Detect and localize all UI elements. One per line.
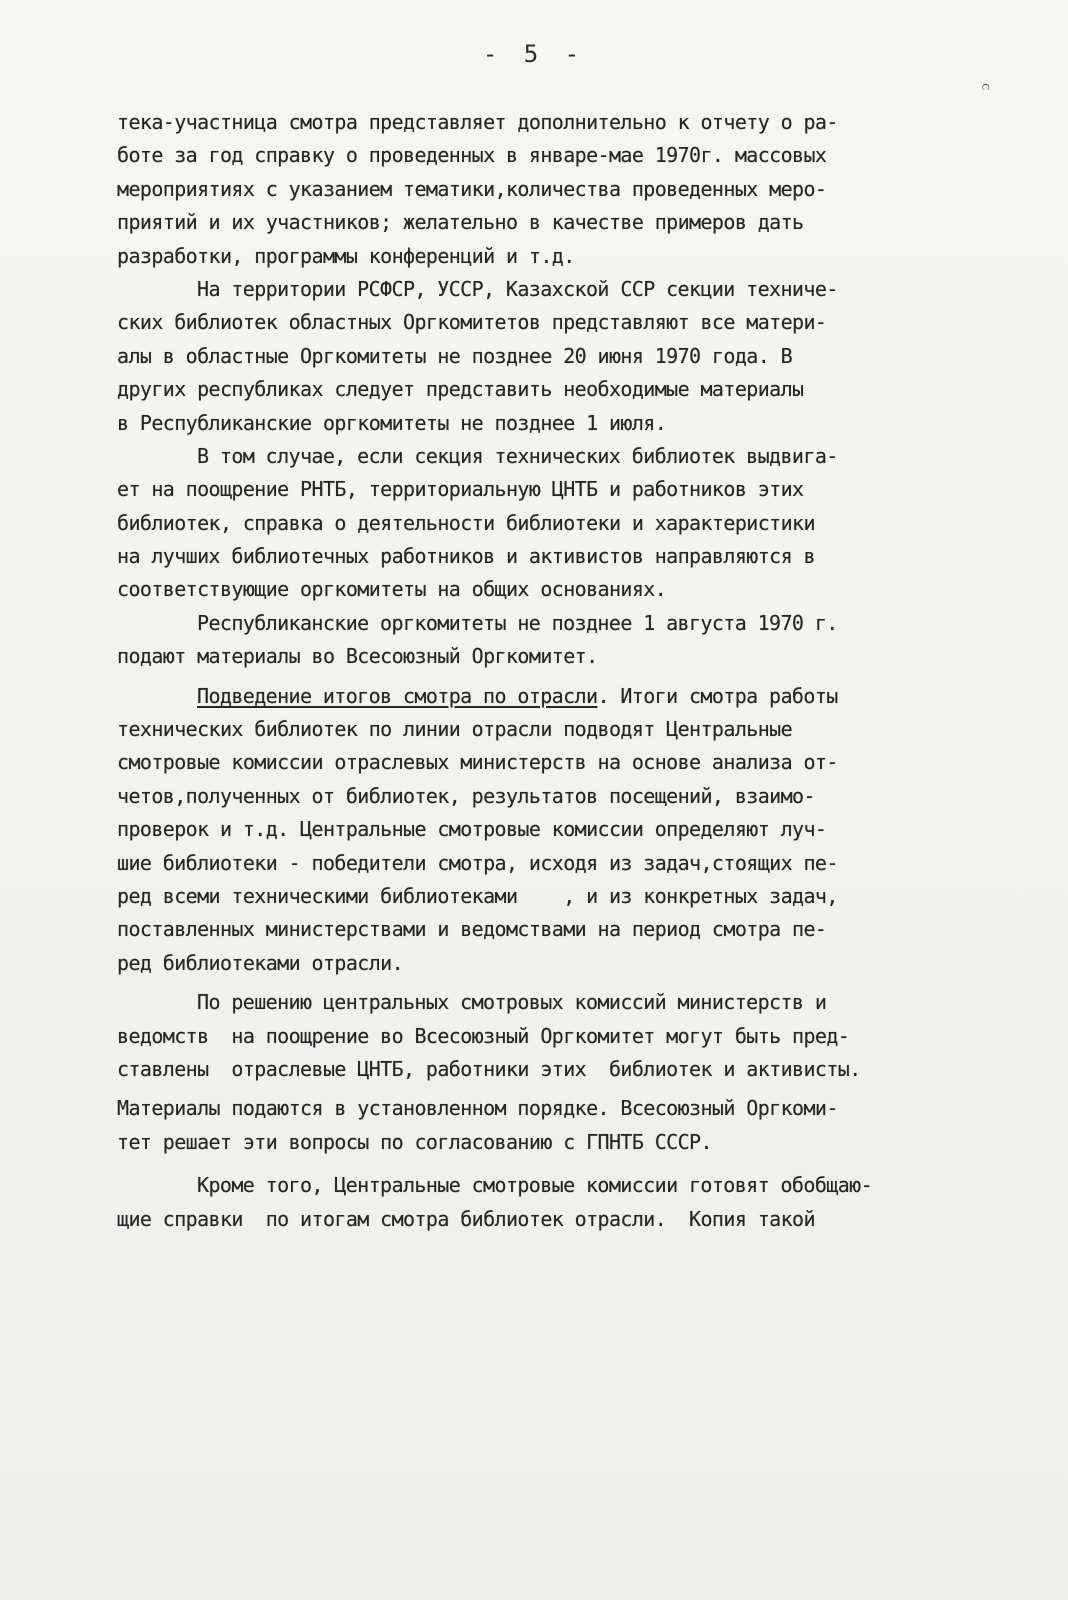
text-line: ведомств на поощрение во Всесоюзный Оргкомитет могут быть пред- — [117, 1023, 850, 1048]
text-line: Кроме того, Центральные смотровые комиссии готовят обобщаю- — [197, 1173, 873, 1198]
text-line: алы в областные Оргкомитеты не позднее 20 июня 1970 года. В — [117, 343, 793, 368]
text-line: шие библиотеки - победители смотра, исходя из задач,стоящих пе- — [117, 850, 838, 875]
text-line: соответствующие оргкомитеты на общих основаниях. — [117, 577, 667, 602]
text-line: других республиках следует представить необходимые материалы — [117, 377, 804, 402]
text-line: разработки, программы конференций и т.д. — [117, 243, 575, 268]
text-line: тет решает эти вопросы по согласованию с ГПНТБ СССР. — [117, 1129, 712, 1154]
text-line: технических библиотек по линии отрасли подводят Центральные — [117, 717, 793, 742]
text-line: поставленных министерствами и ведомствами на период смотра пе- — [117, 917, 827, 942]
text-line: На территории РСФСР, УССР, Казахской ССР секции техниче- — [197, 276, 838, 301]
text-line: ставлены отраслевые ЦНТБ, работники этих библиотек и активисты. — [117, 1056, 861, 1081]
text-line: тека-участница смотра представляет дополнительно к отчету о ра- — [117, 110, 838, 134]
text-line — [117, 680, 1017, 713]
text-line: четов,полученных от библиотек, результатов посещений, взаимо- — [117, 783, 815, 808]
typewritten-text — [117, 106, 1017, 1236]
text-line: ских библиотек областных Оргкомитетов представляют все матери- — [117, 310, 827, 335]
text-line: проверок и т.д. Центральные смотровые комиссии определяют луч- — [117, 817, 827, 842]
text-line: В том случае, если секция технических библиотек выдвига- — [197, 443, 838, 468]
text-run: . Итоги смотра работы — [597, 683, 838, 708]
text-line: ет на поощрение РНТБ, территориальную ЦНТБ и работников этих — [117, 477, 804, 502]
text-line: Республиканские оргкомитеты не позднее 1 августа 1970 г. — [197, 610, 838, 635]
text-line: Материалы подаются в установленном порядке. Всесоюзный Оргкоми- — [117, 1096, 838, 1121]
text-line: боте за год справку о проведенных в январе-мае 1970г. массовых — [117, 143, 827, 168]
text-line: ред библиотеками отрасли. — [117, 950, 404, 975]
page-number: - 5 - — [482, 40, 586, 68]
text-line: библиотек, справка о деятельности библиотеки и характеристики — [117, 510, 815, 535]
text-line: в Республиканские оргкомитеты не позднее 1 июля. — [117, 410, 667, 435]
text-line: на лучших библиотечных работников и активистов направляются в — [117, 544, 815, 569]
text-line: По решению центральных смотровых комиссий министерств и — [197, 990, 827, 1015]
text-line: щие справки по итогам смотра библиотек отрасли. Копия такой — [117, 1206, 815, 1231]
text-line: ред всеми техническими библиотеками , и из конкретных задач, — [117, 883, 838, 908]
text-line: приятий и их участников; желательно в качестве примеров дать — [117, 210, 804, 235]
text-line: смотровые комиссии отраслевых министерств на основе анализа от- — [117, 750, 838, 775]
text-line: мероприятиях с указанием тематики,количества проведенных меро- — [117, 176, 827, 201]
section-heading: Подведение итогов смотра по отрасли — [197, 683, 598, 708]
corner-mark: ᴒ — [982, 78, 990, 94]
text-line: подают материалы во Всесоюзный Оргкомитет. — [117, 644, 598, 669]
